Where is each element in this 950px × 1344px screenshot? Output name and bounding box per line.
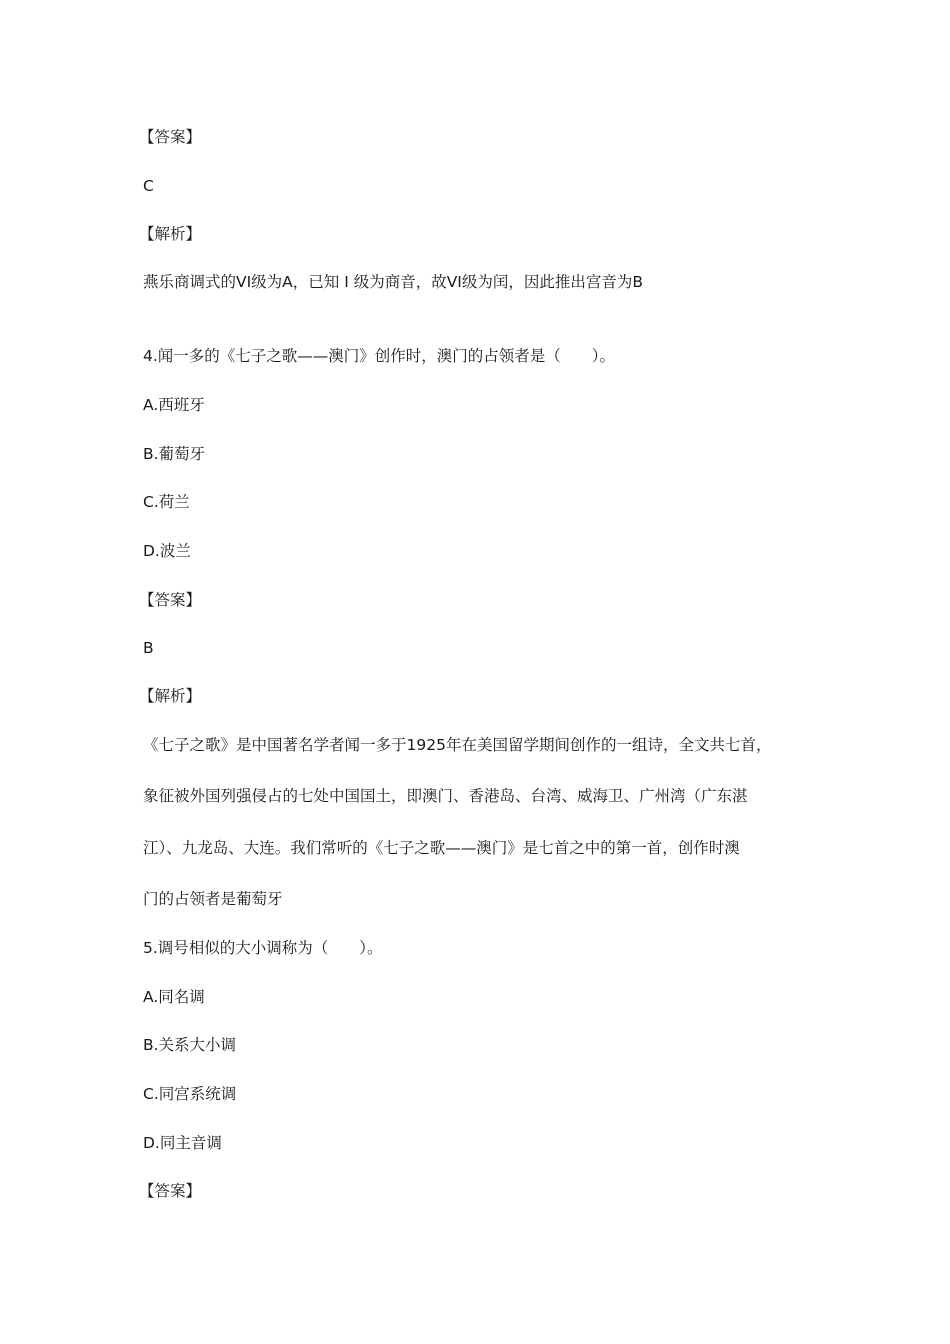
q4-option-d: D.波兰 (143, 542, 191, 560)
q4-option-b: B.葡萄牙 (143, 445, 206, 463)
q5-option-d: D.同主音调 (143, 1134, 222, 1152)
q4-answer-heading: 【答案】 (139, 591, 202, 609)
q3-analysis-heading: 【解析】 (139, 225, 202, 243)
q5-option-b: B.关系大小调 (143, 1036, 237, 1054)
q3-answer: C (143, 177, 154, 195)
q4-analysis-line: 门的占领者是葡萄牙 (143, 890, 283, 908)
q4-analysis-line: 《七子之歌》是中国著名学者闻一多于1925年在美国留学期间创作的一组诗，全文共七首， (143, 736, 772, 754)
q5-option-c: C.同宫系统调 (143, 1085, 237, 1103)
q4-question: 4.闻一多的《七子之歌——澳门》创作时，澳门的占领者是（ ）。 (143, 347, 616, 365)
q4-option-c: C.荷兰 (143, 493, 190, 511)
q4-analysis-heading: 【解析】 (139, 687, 202, 705)
q4-option-a: A.西班牙 (143, 396, 205, 414)
q4-analysis-line: 象征被外国列强侵占的七处中国国土，即澳门、香港岛、台湾、威海卫、广州湾（广东湛 (143, 787, 748, 805)
q5-question: 5.调号相似的大小调称为（ ）。 (143, 939, 383, 957)
q4-answer: B (143, 639, 154, 657)
q3-answer-heading: 【答案】 (139, 128, 202, 146)
q5-option-a: A.同名调 (143, 988, 205, 1006)
q3-analysis: 燕乐商调式的VI级为A，已知 I 级为商音，故VI级为闰，因此推出宫音为B (143, 273, 644, 291)
q5-answer-heading: 【答案】 (139, 1182, 202, 1200)
q4-analysis-line: 江）、九龙岛、大连。我们常听的《七子之歌——澳门》是七首之中的第一首，创作时澳 (143, 839, 740, 857)
